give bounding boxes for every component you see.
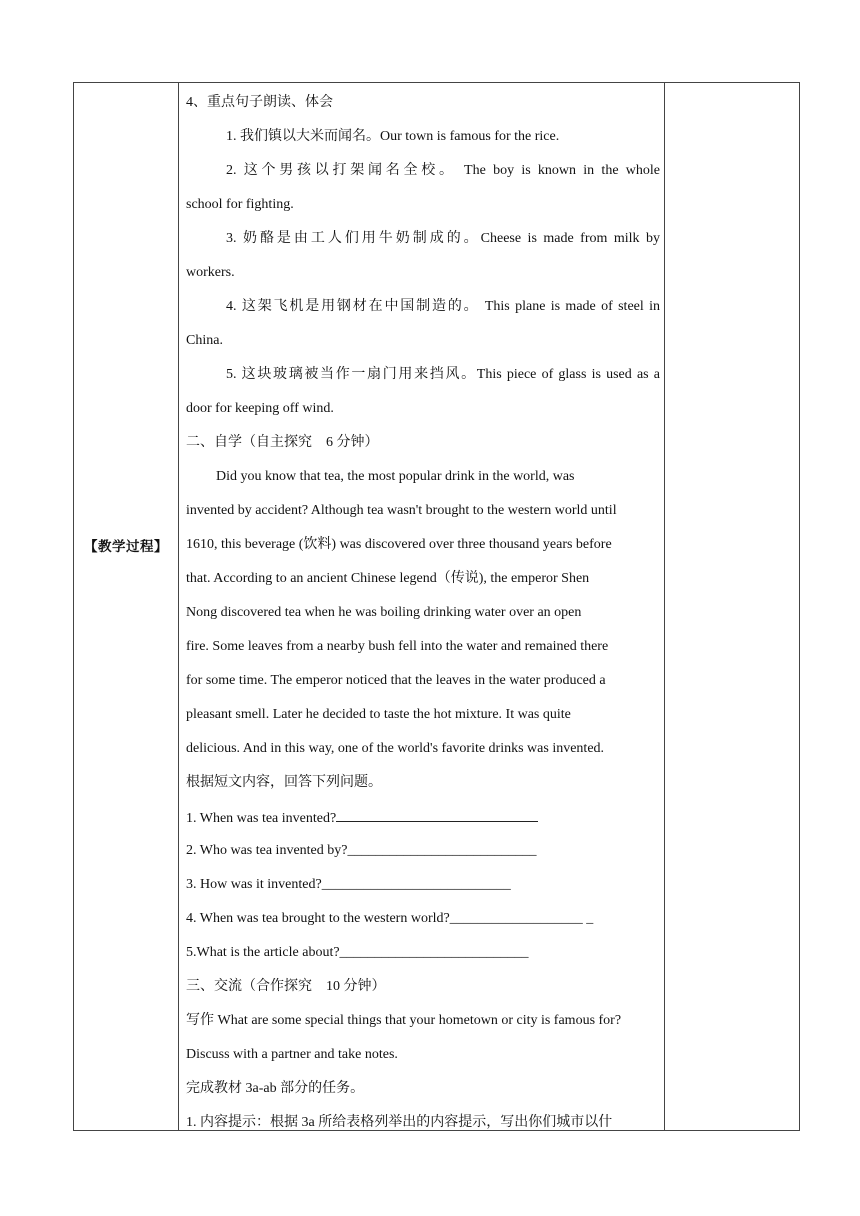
writing-prompt: 写作 What are some special things that your hometown or city is famous for?	[186, 1013, 622, 1028]
answer-blank-1[interactable]	[336, 807, 538, 822]
sentence-3: 3. 奶酪是由工人们用牛奶制成的。Cheese is made from milk by	[226, 231, 660, 246]
content-hint: 1. 内容提示：根据 3a 所给表格列举出的内容提示，写出你们城市以什	[186, 1115, 613, 1130]
section-label: 【教学过程】	[84, 538, 168, 555]
heading-exchange: 三、交流（合作探究 10 分钟）	[186, 979, 386, 994]
sentence-3-cont: workers.	[186, 265, 235, 280]
question-2: 2. Who was tea invented by?___________________________	[186, 843, 537, 858]
writing-prompt-cont: Discuss with a partner and take notes.	[186, 1047, 398, 1062]
question-1	[186, 807, 538, 827]
column-divider-1	[178, 83, 179, 1130]
passage-line: Nong discovered tea when he was boiling drinking water over an open	[186, 605, 582, 620]
section-label-cell	[74, 83, 178, 1130]
passage-line: that. According to an ancient Chinese legend（传说), the emperor Shen	[186, 571, 590, 586]
passage-line: invented by accident? Although tea wasn't brought to the western world until	[186, 503, 617, 518]
passage-line: Did you know that tea, the most popular drink in the world, was	[216, 469, 575, 484]
passage-line: pleasant smell. Later he decided to taste the hot mixture. It was quite	[186, 707, 571, 722]
sentence-2: 2. 这个男孩以打架闻名全校。 The boy is known in the whole	[226, 163, 660, 178]
sentence-5-cont: door for keeping off wind.	[186, 401, 334, 416]
heading-key-sentences: 4、重点句子朗读、体会	[186, 95, 333, 110]
sentence-2-cont: school for fighting.	[186, 197, 294, 212]
sentence-1: 1. 我们镇以大米而闻名。Our town is famous for the rice.	[226, 129, 560, 144]
question-3: 3. How was it invented?___________________________	[186, 877, 511, 892]
questions-instruction: 根据短文内容，回答下列问题。	[186, 775, 382, 790]
question-5: 5.What is the article about?___________________________	[186, 945, 529, 960]
question-4: 4. When was tea brought to the western world?___________________ _	[186, 911, 594, 926]
passage-line: delicious. And in this way, one of the world's favorite drinks was invented.	[186, 741, 605, 756]
sentence-4-cont: China.	[186, 333, 223, 348]
passage-line: fire. Some leaves from a nearby bush fell into the water and remained there	[186, 639, 609, 654]
lesson-table	[73, 82, 800, 1131]
textbook-task: 完成教材 3a-ab 部分的任务。	[186, 1081, 365, 1096]
heading-self-study: 二、自学（自主探究 6 分钟）	[186, 435, 379, 450]
sentence-5: 5. 这块玻璃被当作一扇门用来挡风。This piece of glass is used as a	[226, 367, 660, 382]
passage-line: 1610, this beverage (饮料) was discovered over three thousand years before	[186, 537, 612, 552]
column-divider-2	[664, 83, 665, 1130]
question-1-text: 1. When was tea invented?	[186, 811, 337, 826]
passage-line: for some time. The emperor noticed that the leaves in the water produced a	[186, 673, 606, 688]
sentence-4: 4. 这架飞机是用钢材在中国制造的。 This plane is made of steel in	[226, 299, 660, 314]
